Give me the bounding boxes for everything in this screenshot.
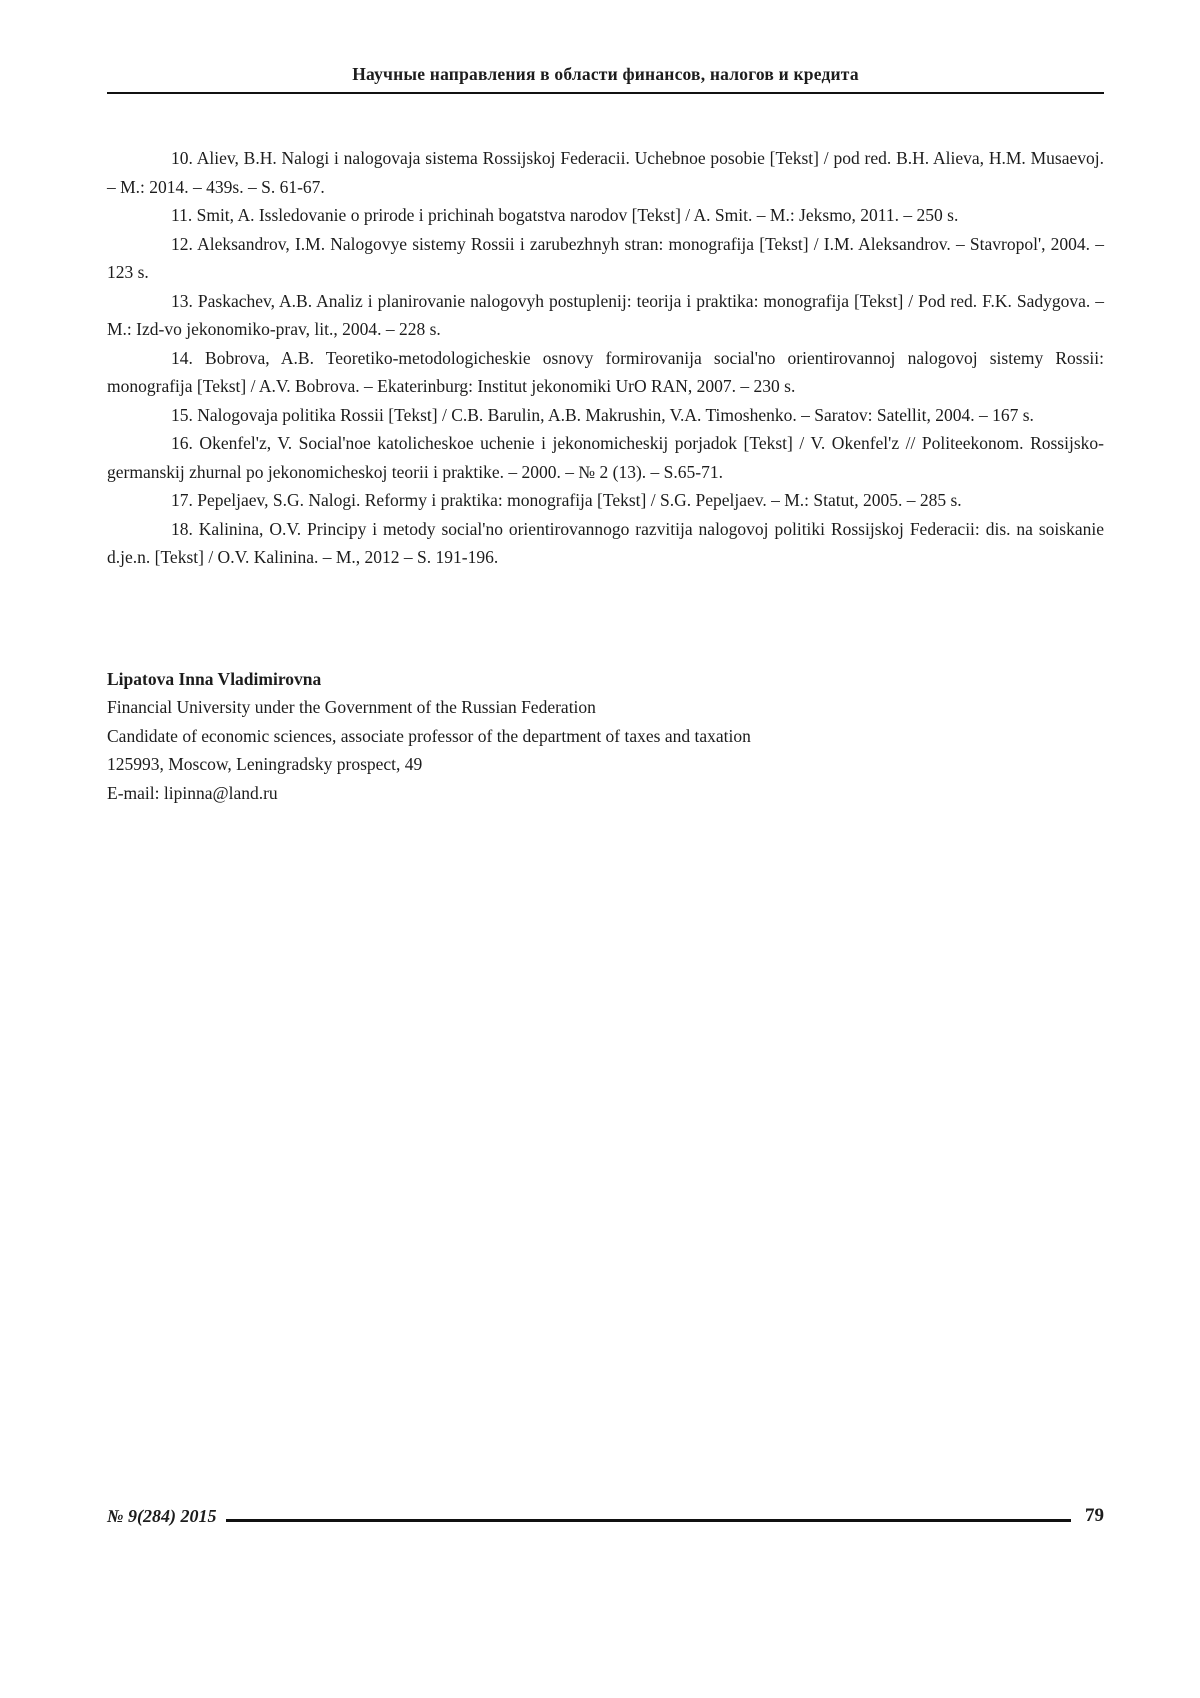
reference-item: 15. Nalogovaja politika Rossii [Tekst] / C.B. Barulin, A.B. Makrushin, V.A. Timoshenko. – Saratov: Satellit, 2004. – 167 s. xyxy=(171,404,1034,425)
footer-rule xyxy=(226,1519,1071,1522)
page-content xyxy=(0,64,1200,807)
author-affiliation: Financial University under the Government of the Russian Federation xyxy=(107,697,596,717)
page-number: 79 xyxy=(1085,1505,1104,1526)
reference-item: 13. Paskachev, A.B. Analiz i planirovanie nalogovyh postuplenij: teorija i praktika: monografija [Tekst] / Pod red. F.K. Sadygova. – M.: Izd-vo jekonomiko-prav, lit., 2004. – 228 s. xyxy=(107,290,1104,339)
reference-item: 16. Okenfel'z, V. Social'noe katolicheskoe uchenie i jekonomicheskij porjadok [Tekst] / V. Okenfel'z // Politeekonom. Rossijsko-germanskij zhurnal po jekonomicheskoj teorii i praktike. – 2000. – № 2 (13). – S.65-71. xyxy=(107,433,1104,482)
author-email: E-mail: lipinna@land.ru xyxy=(107,782,278,803)
author-block xyxy=(107,665,1104,808)
reference-item: 10. Aliev, B.H. Nalogi i nalogovaja sistema Rossijskoj Federacii. Uchebnoe posobie [Tekst] / pod red. B.H. Alieva, H.M. Musaevoj. – M.: 2014. – 439s. – S. 61-67. xyxy=(107,148,1104,197)
journal-issue-label: № 9(284) 2015 xyxy=(107,1505,217,1526)
author-name: Lipatova Inna Vladimirovna xyxy=(107,668,322,689)
author-title: Candidate of economic sciences, associate professor of the department of taxes and taxation xyxy=(107,725,751,746)
running-head-title: Научные направления в области финансов, налогов и кредита xyxy=(107,64,1104,94)
references-list xyxy=(107,144,1104,572)
reference-item: 17. Pepeljaev, S.G. Nalogi. Reformy i praktika: monografija [Tekst] / S.G. Pepeljaev. – M.: Statut, 2005. – 285 s. xyxy=(171,490,962,510)
page-footer xyxy=(107,1505,1104,1527)
reference-item: 14. Bobrova, A.B. Teoretiko-metodologicheskie osnovy formirovanija social'no orientirovannoj nalogovoj sistemy Rossii: monografija [Tekst] / A.V. Bobrova. – Ekaterinburg: Institut jekonomiki UrO RAN, 2007. – 230 s. xyxy=(107,347,1104,396)
reference-item: 18. Kalinina, O.V. Principy i metody social'no orientirovannogo razvitija nalogovoj politiki Rossijskoj Federacii: dis. na soiskanie d.je.n. [Tekst] / O.V. Kalinina. – M., 2012 – S. 191-196. xyxy=(107,518,1104,567)
reference-item: 11. Smit, A. Issledovanie o prirode i prichinah bogatstva narodov [Tekst] / A. Smit. – M.: Jeksmo, 2011. – 250 s. xyxy=(171,205,959,225)
reference-item: 12. Aleksandrov, I.M. Nalogovye sistemy Rossii i zarubezhnyh stran: monografija [Tekst] / I.M. Aleksandrov. – Stavropol', 2004. – 123 s. xyxy=(107,233,1104,282)
author-address: 125993, Moscow, Leningradsky prospect, 49 xyxy=(107,754,423,774)
